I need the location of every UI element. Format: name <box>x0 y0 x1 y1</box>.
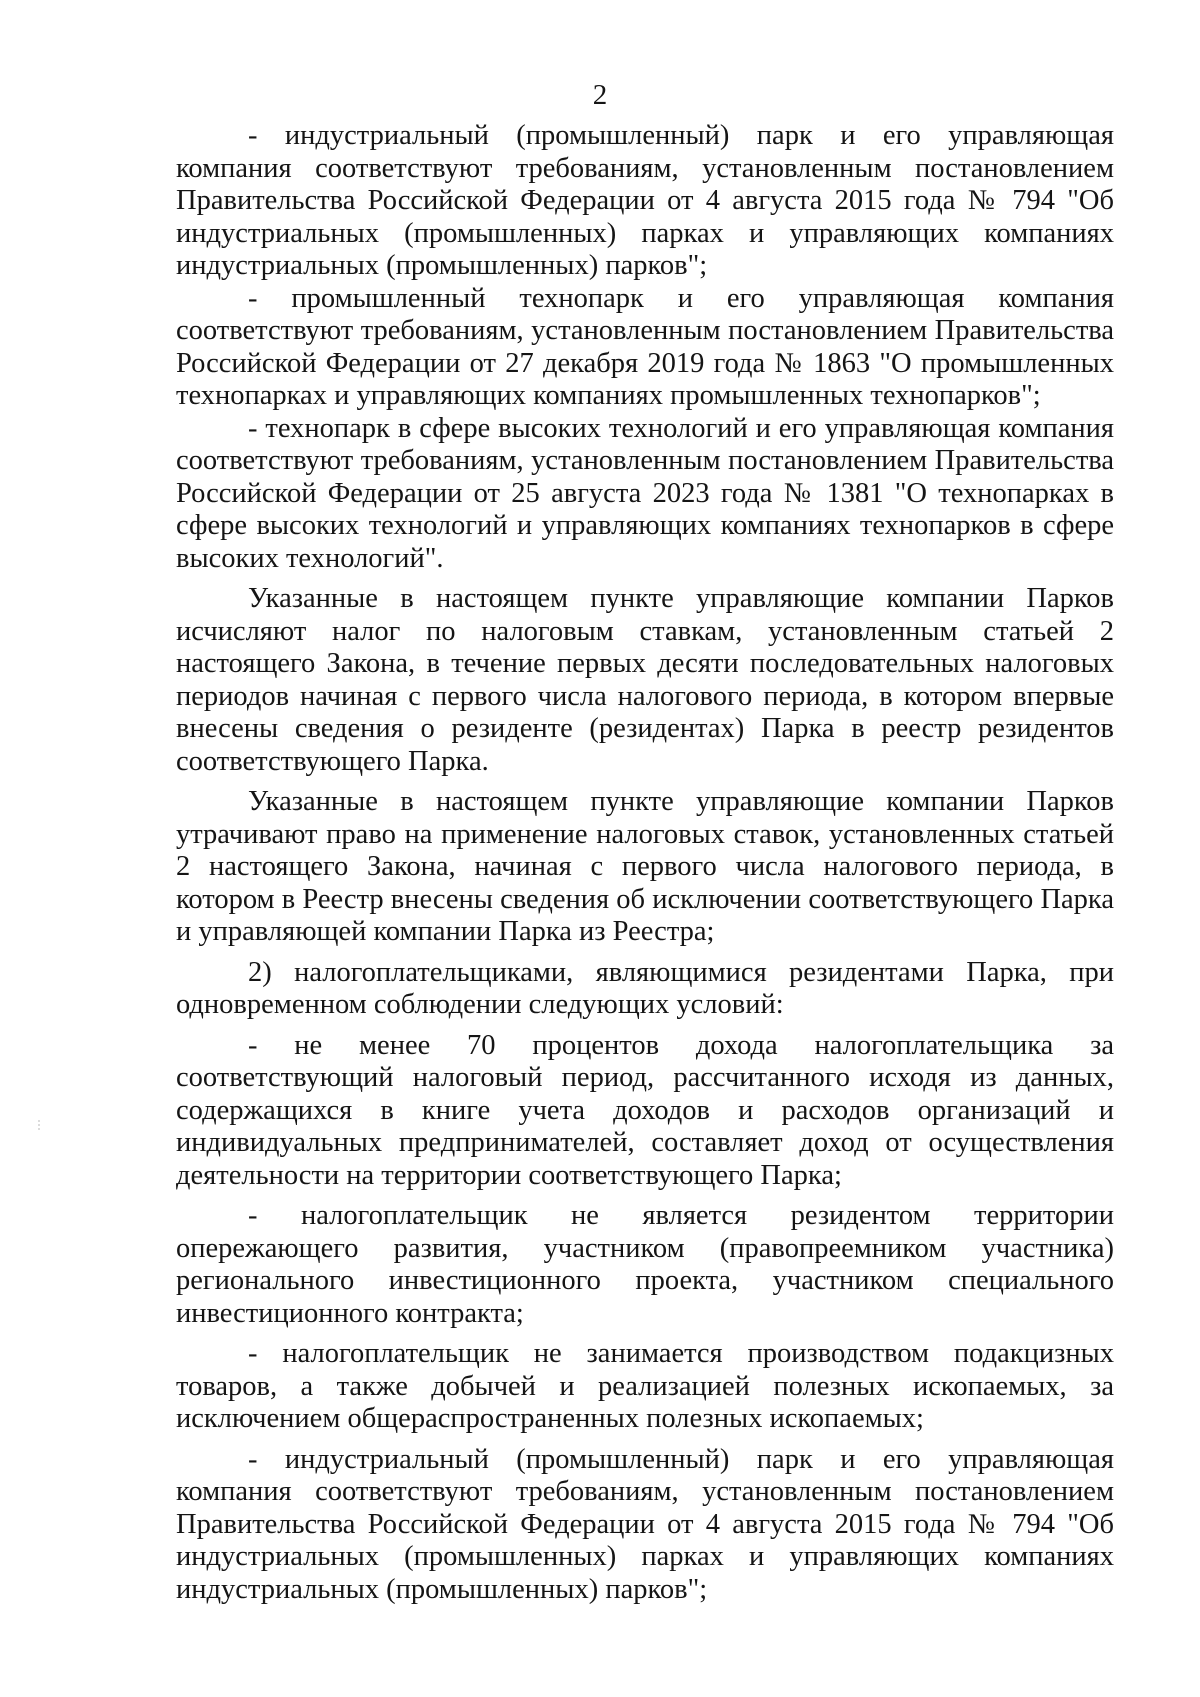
paragraph-excise-goods-condition: - налогоплательщик не занимается производством подакцизных товаров, а также добычей и реализацией полезных ископаемых, за исключением общераспространенных полезных ископаемых; <box>176 1338 1114 1434</box>
page-number: 2 <box>592 79 608 111</box>
paragraph-tax-rate-period: Указанные в настоящем пункте управляющие компании Парков исчисляют налог по налоговым ставкам, установленным статьей 2 настоящего Закона, в течение первых десяти последовательных налоговых периодов начиная с первого числа налогового периода, в котором впервые внесены сведения о резиденте (резидентах) Парка в реестр резидентов соответствующего Парка. <box>176 583 1114 777</box>
paragraph-resident-taxpayers: 2) налогоплательщиками, являющимися резидентами Парка, при одновременном соблюдении следующих условий: <box>176 956 1114 1020</box>
paragraph-high-tech-technopark-requirement: - технопарк в сфере высоких технологий и его управляющая компания соответствуют требованиям, установленным постановлением Правительства Российской Федерации от 25 августа 2023 года № 1381 "О технопарках в сфере высоких технологий и управляющих компаниях технопарков в сфере высоких технологий". <box>176 412 1114 574</box>
paragraph-industrial-park-requirement-repeat: - индустриальный (промышленный) парк и его управляющая компания соответствуют требованиям, установленным постановлением Правительства Российской Федерации от 4 августа 2015 года № 794 "Об индустриальных (промышленных) парках и управляющих компаниях индустриальных (промышленных) парков"; <box>176 1443 1114 1605</box>
scan-artifact <box>36 1118 44 1136</box>
paragraph-tax-rate-loss: Указанные в настоящем пункте управляющие компании Парков утрачивают право на применение налоговых ставок, установленных статьей 2 настоящего Закона, начиная с первого числа налогового периода, в котором в Реестр внесены сведения об исключении соответствующего Парка и управляющей компании Парка из Реестра; <box>176 786 1114 947</box>
paragraph-income-condition: - не менее 70 процентов дохода налогоплательщика за соответствующий налоговый период, рассчитанного исходя из данных, содержащихся в книге учета доходов и расходов организаций и индивидуальных предпринимателей, составляет доход от осуществления деятельности на территории соответствующего Парка; <box>176 1029 1114 1191</box>
document-body <box>176 120 1114 1606</box>
paragraph-resident-status-condition: - налогоплательщик не является резидентом территории опережающего развития, участником (правопреемником участника) регионального инвестиционного проекта, участником специального инвестиционного контракта; <box>176 1200 1114 1329</box>
paragraph-industrial-park-requirement: - индустриальный (промышленный) парк и его управляющая компания соответствуют требованиям, установленным постановлением Правительства Российской Федерации от 4 августа 2015 года № 794 "Об индустриальных (промышленных) парках и управляющих компаниях индустриальных (промышленных) парков"; <box>176 120 1114 281</box>
paragraph-industrial-technopark-requirement: - промышленный технопарк и его управляющая компания соответствуют требованиям, установленным постановлением Правительства Российской Федерации от 27 декабря 2019 года № 1863 "О промышленных технопарках и управляющих компаниях промышленных технопарков"; <box>176 282 1114 411</box>
